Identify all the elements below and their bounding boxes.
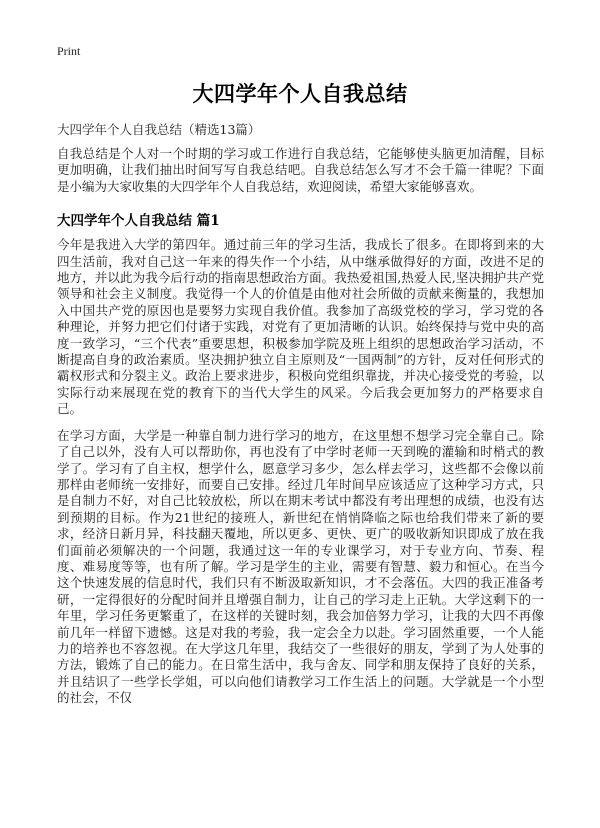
article-body: [57, 146, 544, 717]
document-subtitle: 大四学年个人自我总结（精选13篇）: [57, 122, 261, 137]
intro-paragraph: 自我总结是个人对一个时期的学习或工作进行自我总结，它能够使头脑更加清醒，目标更加明确，让我们抽出时间写写自我总结吧。自我总结怎么写才不会千篇一律呢？下面是小编为大家收集的大四学年个人自我总结，欢迎阅读，希望大家能够喜欢。: [57, 146, 544, 194]
print-link[interactable]: Print: [57, 44, 81, 58]
page-title: 大四学年个人自我总结: [192, 81, 408, 106]
body-paragraph: 今年是我进入大学的第四年。通过前三年的学习生活，我成长了很多。在即将到来的大四生活前，我对自己这一年来的得失作一个小结，从中继承做得好的方面，改进不足的地方，并以此为我今后行动的指南思想政治方面。我热爱祖国,热爱人民,坚决拥护共产党领导和社会主义制度。我觉得一个人的价值是由他对社会所做的贡献来衡量的，我想加入中国共产党的原因也是要努力实现自我价值。我参加了高级党校的学习，学习党的各种理论，并努力把它们付诸于实践，对党有了更加清晰的认识。始终保持与党中央的高度一致学习，“三个代表”重要思想，积极参加学院及班上组织的思想政治学习活动，不断提高自身的政治素质。坚决拥护独立自主原则及“一国两制”的方针，反对任何形式的霸权形式和分裂主义。政治上要求进步，积极向党组织靠拢，并决心接受党的考验，以实际行动来展现在党的教育下的当代大学生的风采。今后我会更加努力的严格要求自己。: [57, 237, 544, 417]
body-paragraph: 在学习方面，大学是一种靠自制力进行学习的地方，在这里想不想学习完全靠自己。除了自己以外，没有人可以帮助你，再也没有了中学时老师一天到晚的灌输和时梢式的教学了。学习有了自主权，想学什么，愿意学习多少，怎么样去学习，这些都不会像以前那样由老师统一安排好，而要自己安排。经过几年时间早应该适应了这种学习方式，只是自制力不好，对自己比较放松，所以在期末考试中都没有考出理想的成绩，也没有达到预期的目标。作为21世纪的接班人，新世纪在悄悄降临之际也给我们带来了新的要求，经济日新月异，科技翻天覆地，所以更多、更快、更广的吸收新知识即成了放在我们面前必须解决的一个问题，我通过这一年的专业课学习，对于专业方向、节奏、程度、难易度等等，也有所了解。学习是学生的主业，需要有智慧、毅力和恒心。在当今这个快速发展的信息时代，我们只有不断汲取新知识，才不会落伍。大四的我正准备考研，一定得很好的分配时间并且增强自制力，让自己的学习走上正轨。大学这剩下的一年里，学习任务更繁重了，在这样的关键时刻，我会加倍努力学习，让我的大四不再像前几年一样留下遗憾。这是对我的考验，我一定会全力以赴。学习固然重要，一个人能力的培养也不容忽视。在大学这几年里，我结交了一些很好的朋友，学到了为人处事的方法，锻炼了自己的能力。在日常生活中，我与舍友、同学和朋友保持了良好的关系，并且结识了一些学长学姐，可以向他们请教学习工作生活上的问题。大学就是一个小型的社会，不仅: [57, 427, 544, 706]
section-heading: 大四学年个人自我总结 篇1: [57, 213, 220, 230]
